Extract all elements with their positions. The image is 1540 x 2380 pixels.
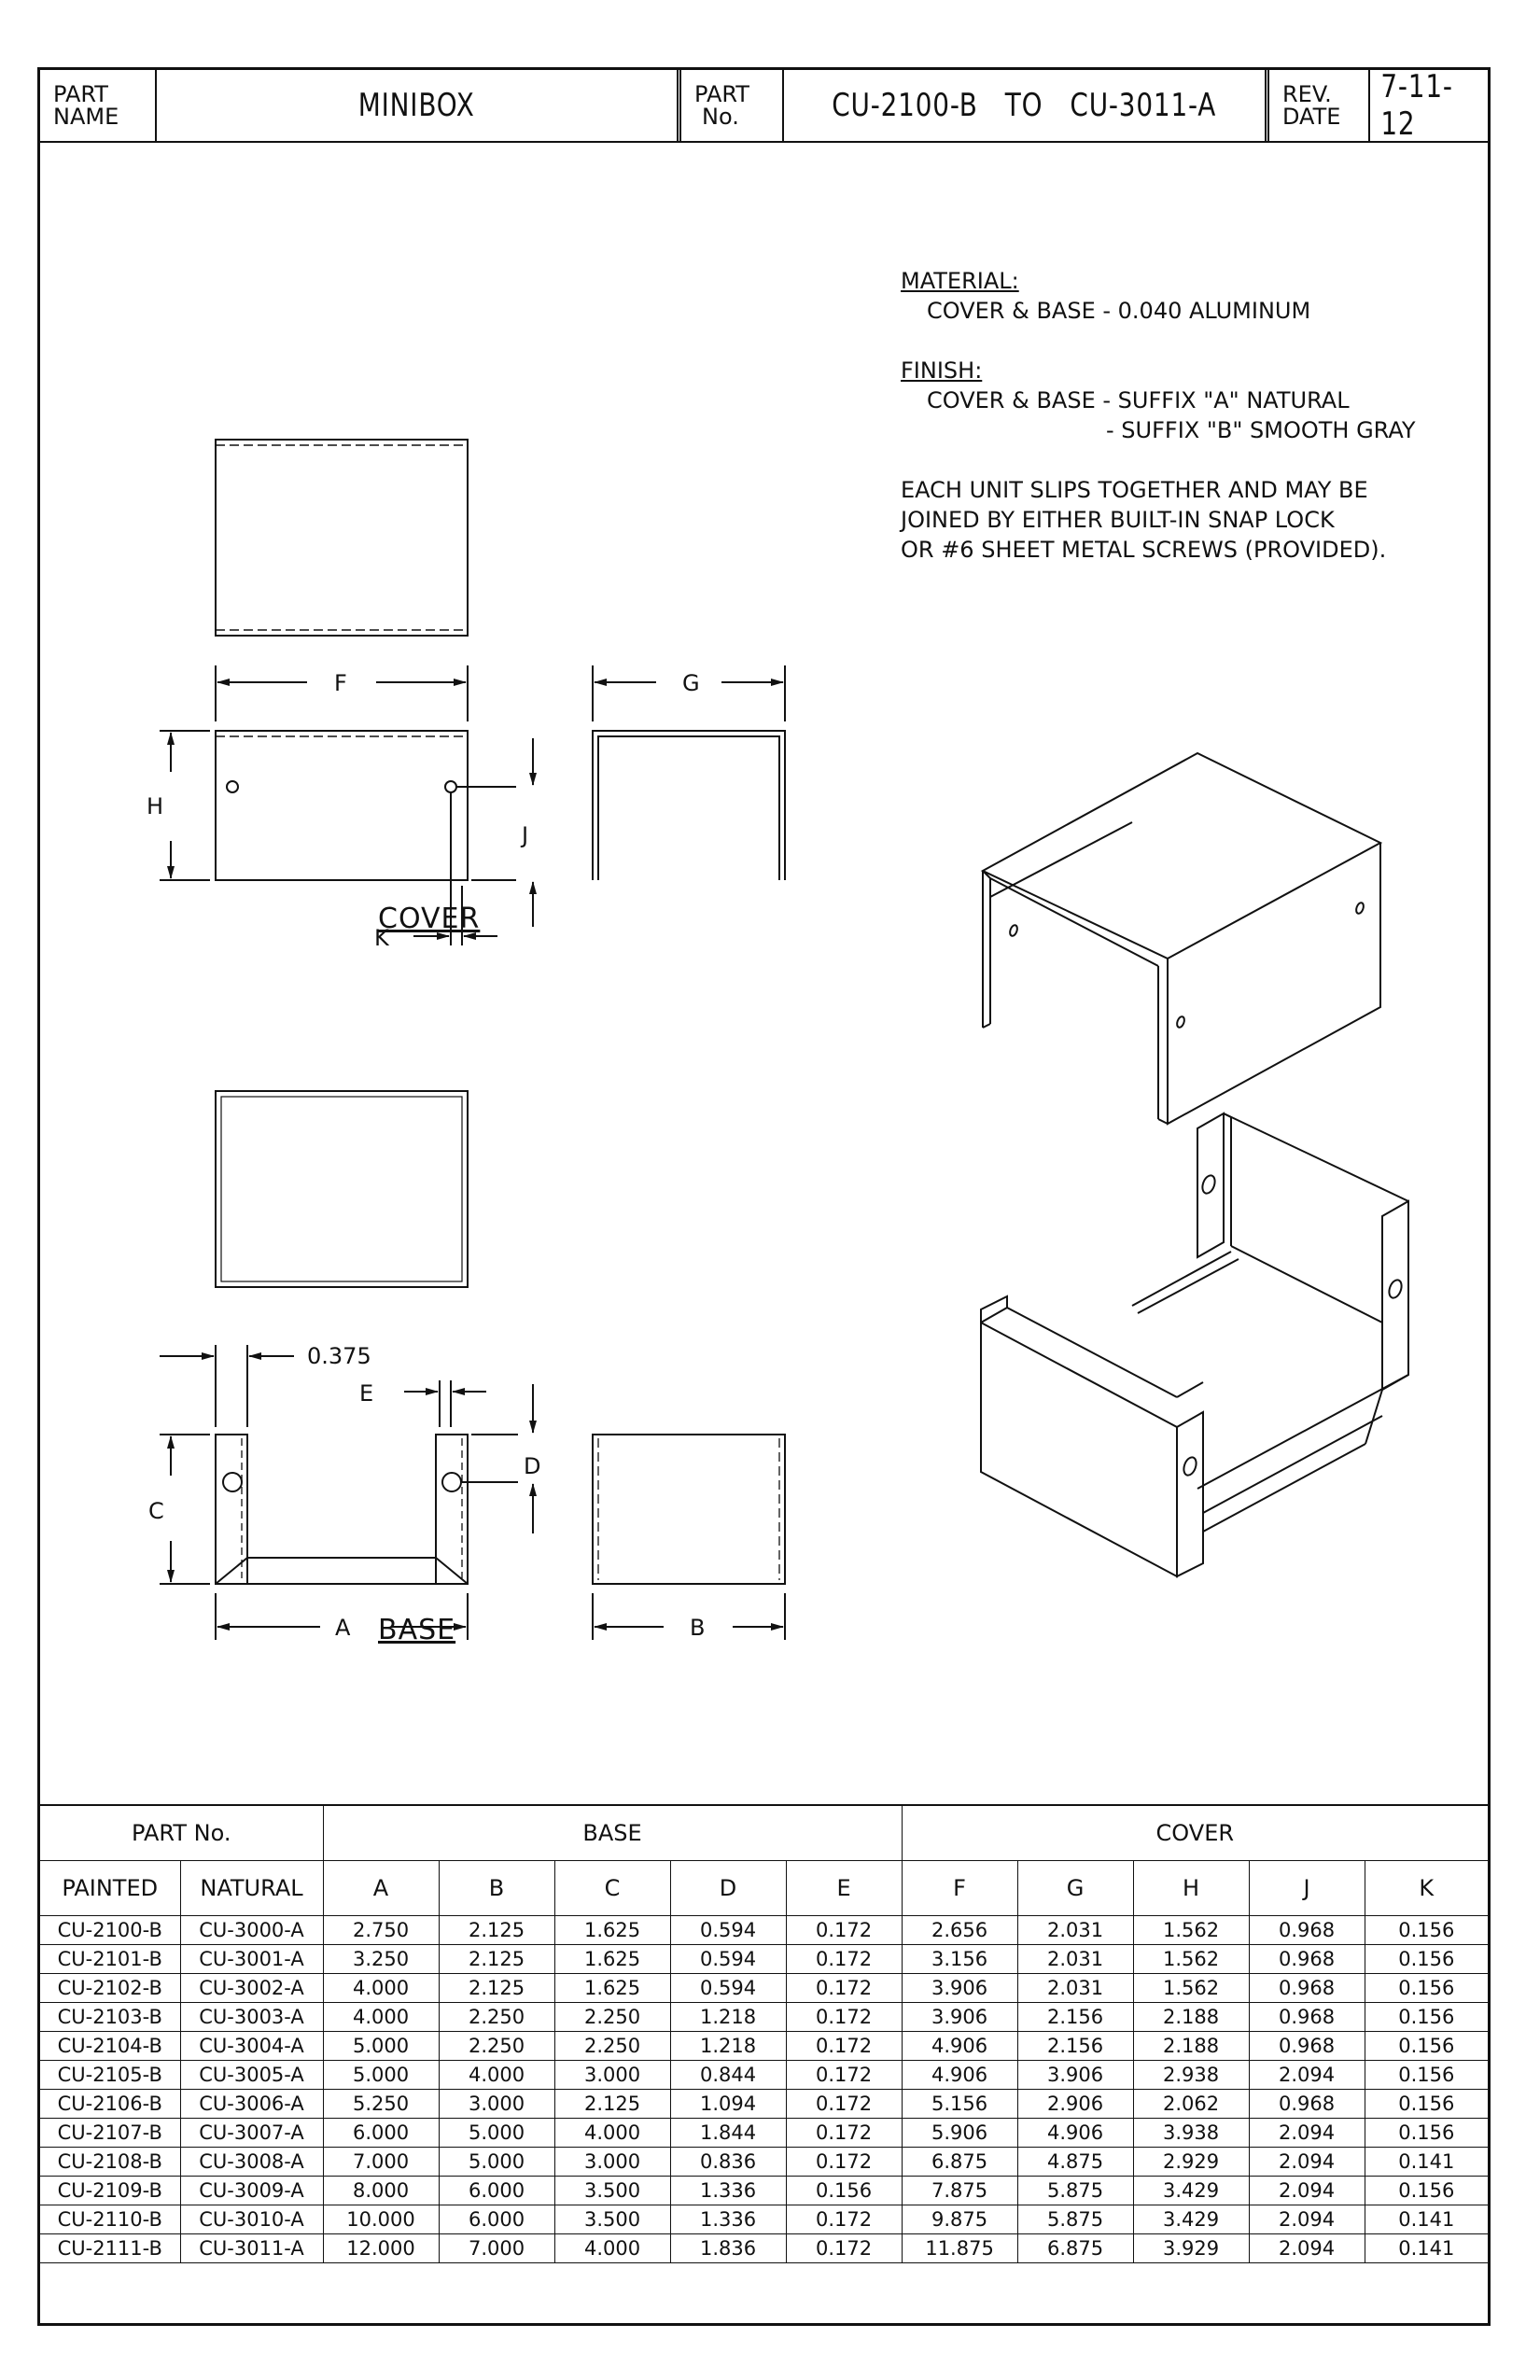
rev-date: 7-11-12 [1380, 68, 1453, 143]
table-cell: 0.172 [786, 2003, 902, 2032]
dim-d-label: D [524, 1453, 541, 1479]
table-cell: 0.968 [1249, 1974, 1365, 2003]
table-cell: CU-2111-B [40, 2234, 180, 2263]
part-no-label [681, 70, 784, 141]
table-cell: 0.141 [1365, 2234, 1488, 2263]
table-cell: 1.625 [554, 1974, 670, 2003]
finish-line-1: COVER & BASE - SUFFIX "A" NATURAL [927, 387, 1350, 413]
table-cell: 5.000 [323, 2061, 439, 2090]
table-cell: CU-3006-A [180, 2090, 323, 2119]
group-header-part-no: PART No. [40, 1806, 323, 1861]
table-cell: 2.125 [554, 2090, 670, 2119]
table-cell: 0.172 [786, 2119, 902, 2148]
table-cell: CU-2108-B [40, 2148, 180, 2177]
table-cell: CU-2107-B [40, 2119, 180, 2148]
group-header-base: BASE [323, 1806, 902, 1861]
table-cell: 2.125 [439, 1974, 554, 2003]
part-no-label-line2: No. [702, 104, 739, 130]
table-row [40, 2205, 1488, 2234]
table-cell: CU-3003-A [180, 2003, 323, 2032]
table-cell: 0.844 [670, 2061, 786, 2090]
table-cell: 4.906 [902, 2061, 1017, 2090]
table-cell: 2.094 [1249, 2148, 1365, 2177]
table-cell: 11.875 [902, 2234, 1017, 2263]
table-cell: 8.000 [323, 2177, 439, 2205]
part-name-label-line1: PART [53, 81, 108, 107]
table-cell: 7.000 [323, 2148, 439, 2177]
table-cell: 0.968 [1249, 2032, 1365, 2061]
table-cell: 1.562 [1133, 1974, 1249, 2003]
part-name-label-line2: NAME [53, 104, 119, 130]
table-cell: CU-3001-A [180, 1945, 323, 1974]
table-cell: 0.156 [1365, 2061, 1488, 2090]
table-row [40, 2061, 1488, 2090]
table-cell: CU-2103-B [40, 2003, 180, 2032]
base-side-view [593, 1435, 785, 1640]
table-cell: 7.875 [902, 2177, 1017, 2205]
table-cell: 0.594 [670, 1974, 786, 2003]
table-cell: 2.062 [1133, 2090, 1249, 2119]
table-cell: 4.000 [554, 2119, 670, 2148]
table-cell: 2.094 [1249, 2205, 1365, 2234]
table-cell: 0.172 [786, 2032, 902, 2061]
column-header: E [786, 1861, 902, 1916]
table-cell: 0.156 [1365, 2177, 1488, 2205]
table-cell: 5.906 [902, 2119, 1017, 2148]
table-cell: 4.000 [323, 1974, 439, 2003]
table-cell: 3.000 [554, 2061, 670, 2090]
table-cell: 2.094 [1249, 2061, 1365, 2090]
table-row [40, 1916, 1488, 1945]
table-cell: 1.094 [670, 2090, 786, 2119]
dim-g-label: G [682, 670, 700, 696]
table-cell: 6.000 [439, 2177, 554, 2205]
isometric-base [981, 1113, 1408, 1576]
part-no-to-word: TO [1005, 87, 1043, 124]
table-cell: 2.094 [1249, 2119, 1365, 2148]
table-cell: 2.094 [1249, 2177, 1365, 2205]
table-cell: 4.000 [323, 2003, 439, 2032]
table-cell: 0.141 [1365, 2205, 1488, 2234]
table-cell: CU-3002-A [180, 1974, 323, 2003]
rev-label-line1: REV. [1282, 81, 1332, 107]
table-cell: 0.172 [786, 1945, 902, 1974]
table-cell: 2.094 [1249, 2234, 1365, 2263]
table-cell: 0.172 [786, 2148, 902, 2177]
table-body [40, 1916, 1488, 2263]
table-cell: 3.906 [902, 1974, 1017, 2003]
table-cell: 4.906 [902, 2032, 1017, 2061]
table-cell: 9.875 [902, 2205, 1017, 2234]
table-cell: CU-3005-A [180, 2061, 323, 2090]
table-cell: 2.906 [1017, 2090, 1133, 2119]
table-cell: 4.906 [1017, 2119, 1133, 2148]
table-cell: 2.156 [1017, 2003, 1133, 2032]
base-top-view [216, 1091, 468, 1287]
assembly-note-3: OR #6 SHEET METAL SCREWS (PROVIDED). [901, 537, 1387, 563]
column-header: K [1365, 1861, 1488, 1916]
table-cell: CU-2109-B [40, 2177, 180, 2205]
column-header: H [1133, 1861, 1249, 1916]
technical-drawing [40, 141, 1488, 1802]
table-row [40, 2234, 1488, 2263]
table-cell: CU-2100-B [40, 1916, 180, 1945]
part-no-label-line1: PART [694, 81, 749, 107]
dim-e-label: E [359, 1380, 374, 1407]
table-cell: 0.172 [786, 2061, 902, 2090]
table-cell: 5.250 [323, 2090, 439, 2119]
table-cell: CU-3009-A [180, 2177, 323, 2205]
table-cell: 2.031 [1017, 1945, 1133, 1974]
table-cell: 0.156 [1365, 1974, 1488, 2003]
table-cell: 5.000 [323, 2032, 439, 2061]
table-cell: 2.031 [1017, 1916, 1133, 1945]
table-row [40, 1974, 1488, 2003]
table-cell: 0.968 [1249, 1916, 1365, 1945]
group-header-cover: COVER [902, 1806, 1488, 1861]
table-cell: 3.156 [902, 1945, 1017, 1974]
table-cell: 4.000 [439, 2061, 554, 2090]
table-cell: 3.500 [554, 2205, 670, 2234]
table-cell: 5.000 [439, 2119, 554, 2148]
base-caption: BASE [378, 1614, 456, 1646]
part-no-to: CU-3011-A [1070, 87, 1217, 124]
table-row [40, 2148, 1488, 2177]
table-cell: 2.656 [902, 1916, 1017, 1945]
table-cell: 0.156 [1365, 2003, 1488, 2032]
table-cell: 3.938 [1133, 2119, 1249, 2148]
part-name-value-cell [157, 70, 681, 141]
table-cell: 4.875 [1017, 2148, 1133, 2177]
table-cell: 3.929 [1133, 2234, 1249, 2263]
table-row [40, 2177, 1488, 2205]
dim-flange-label: 0.375 [307, 1343, 371, 1369]
column-header: NATURAL [180, 1861, 323, 1916]
table-cell: 7.000 [439, 2234, 554, 2263]
table-cell: CU-2106-B [40, 2090, 180, 2119]
table-cell: CU-3004-A [180, 2032, 323, 2061]
cover-side-view [593, 665, 785, 880]
dim-b-label: B [690, 1615, 706, 1641]
base-front-view [160, 1345, 533, 1640]
dim-j-label: J [522, 822, 529, 848]
table-cell: 1.336 [670, 2177, 786, 2205]
dim-c-label: C [148, 1498, 164, 1524]
table-cell: 2.125 [439, 1945, 554, 1974]
table-cell: CU-3011-A [180, 2234, 323, 2263]
dim-k-label: K [374, 925, 389, 951]
table-cell: 0.156 [786, 2177, 902, 2205]
part-name: MINIBOX [358, 87, 475, 124]
table-cell: 0.968 [1249, 2003, 1365, 2032]
cover-caption: COVER [378, 903, 481, 935]
column-header: G [1017, 1861, 1133, 1916]
table-cell: 3.000 [554, 2148, 670, 2177]
table-cell: 0.172 [786, 1916, 902, 1945]
table-cell: 12.000 [323, 2234, 439, 2263]
table-cell: 0.156 [1365, 1916, 1488, 1945]
table-cell: 1.844 [670, 2119, 786, 2148]
table-cell: 2.125 [439, 1916, 554, 1945]
drawing-sheet [37, 67, 1491, 2326]
column-header: PAINTED [40, 1861, 180, 1916]
table-cell: CU-2102-B [40, 1974, 180, 2003]
part-no-from: CU-2100-B [832, 87, 978, 124]
column-header: D [670, 1861, 786, 1916]
table-cell: 2.929 [1133, 2148, 1249, 2177]
part-number-range [832, 87, 1216, 124]
table-cell: 2.188 [1133, 2032, 1249, 2061]
table-cell: 0.172 [786, 1974, 902, 2003]
table-cell: CU-3007-A [180, 2119, 323, 2148]
column-header: A [323, 1861, 439, 1916]
table-cell: 5.156 [902, 2090, 1017, 2119]
table-cell: 0.172 [786, 2090, 902, 2119]
table-cell: 1.562 [1133, 1945, 1249, 1974]
table-cell: CU-3000-A [180, 1916, 323, 1945]
table-cell: 2.250 [439, 2032, 554, 2061]
table-cell: 1.625 [554, 1945, 670, 1974]
table-cell: 3.906 [1017, 2061, 1133, 2090]
table-cell: 0.156 [1365, 2090, 1488, 2119]
table-cell: CU-2104-B [40, 2032, 180, 2061]
table-cell: 1.625 [554, 1916, 670, 1945]
column-header: B [439, 1861, 554, 1916]
title-block [40, 70, 1488, 143]
table-cell: 4.000 [554, 2234, 670, 2263]
material-heading: MATERIAL: [901, 268, 1019, 294]
table-cell: CU-3010-A [180, 2205, 323, 2234]
table-cell: 1.562 [1133, 1916, 1249, 1945]
table-cell: CU-3008-A [180, 2148, 323, 2177]
table-cell: 0.156 [1365, 2119, 1488, 2148]
table-cell: 0.156 [1365, 2032, 1488, 2061]
table-cell: 3.429 [1133, 2177, 1249, 2205]
table-row [40, 2090, 1488, 2119]
table-cell: 2.156 [1017, 2032, 1133, 2061]
table-cell: 5.875 [1017, 2177, 1133, 2205]
column-header: C [554, 1861, 670, 1916]
column-header: J [1249, 1861, 1365, 1916]
table-cell: 0.156 [1365, 1945, 1488, 1974]
part-no-value-cell [784, 70, 1269, 141]
column-header: F [902, 1861, 1017, 1916]
table-cell: 0.836 [670, 2148, 786, 2177]
table-cell: 6.000 [439, 2205, 554, 2234]
table-cell: 5.875 [1017, 2205, 1133, 2234]
table-cell: 3.429 [1133, 2205, 1249, 2234]
table-cell: 3.250 [323, 1945, 439, 1974]
rev-date-value-cell [1370, 70, 1488, 141]
part-name-label [40, 70, 157, 141]
finish-line-2: - SUFFIX "B" SMOOTH GRAY [1106, 417, 1416, 443]
assembly-note-2: JOINED BY EITHER BUILT-IN SNAP LOCK [901, 507, 1335, 533]
table-cell: 6.875 [1017, 2234, 1133, 2263]
table-cell: 2.250 [439, 2003, 554, 2032]
dim-a-label: A [335, 1615, 351, 1641]
table-cell: 0.172 [786, 2205, 902, 2234]
dim-f-label: F [334, 670, 347, 696]
column-header-row [40, 1861, 1488, 1916]
table-cell: CU-2101-B [40, 1945, 180, 1974]
material-line: COVER & BASE - 0.040 ALUMINUM [927, 298, 1311, 324]
table-cell: 2.250 [554, 2003, 670, 2032]
table-cell: 0.594 [670, 1945, 786, 1974]
table-cell: 2.031 [1017, 1974, 1133, 2003]
table-cell: 0.141 [1365, 2148, 1488, 2177]
cover-top-view [216, 440, 468, 636]
rev-date-label [1269, 70, 1370, 141]
table-row [40, 1945, 1488, 1974]
table-cell: 1.218 [670, 2032, 786, 2061]
isometric-cover [983, 753, 1380, 1124]
table-cell: 2.750 [323, 1916, 439, 1945]
table-cell: 5.000 [439, 2148, 554, 2177]
table-cell: 3.500 [554, 2177, 670, 2205]
table-cell: 6.875 [902, 2148, 1017, 2177]
dimension-table [40, 1804, 1488, 2263]
assembly-note-1: EACH UNIT SLIPS TOGETHER AND MAY BE [901, 477, 1368, 503]
table-cell: 6.000 [323, 2119, 439, 2148]
table-cell: 0.968 [1249, 2090, 1365, 2119]
table-cell: 0.172 [786, 2234, 902, 2263]
table-cell: 1.218 [670, 2003, 786, 2032]
dim-h-label: H [147, 793, 164, 819]
table-cell: 0.968 [1249, 1945, 1365, 1974]
table-cell: 2.938 [1133, 2061, 1249, 2090]
table-cell: 1.336 [670, 2205, 786, 2234]
table-row [40, 2003, 1488, 2032]
table-row [40, 2032, 1488, 2061]
table-cell: 10.000 [323, 2205, 439, 2234]
table-cell: 3.000 [439, 2090, 554, 2119]
table-cell: 1.836 [670, 2234, 786, 2263]
table-cell: CU-2110-B [40, 2205, 180, 2234]
table-cell: CU-2105-B [40, 2061, 180, 2090]
table-row [40, 2119, 1488, 2148]
rev-label-line2: DATE [1282, 104, 1341, 130]
table-cell: 2.250 [554, 2032, 670, 2061]
finish-heading: FINISH: [901, 357, 983, 384]
table-cell: 3.906 [902, 2003, 1017, 2032]
table-cell: 0.594 [670, 1916, 786, 1945]
table-cell: 2.188 [1133, 2003, 1249, 2032]
